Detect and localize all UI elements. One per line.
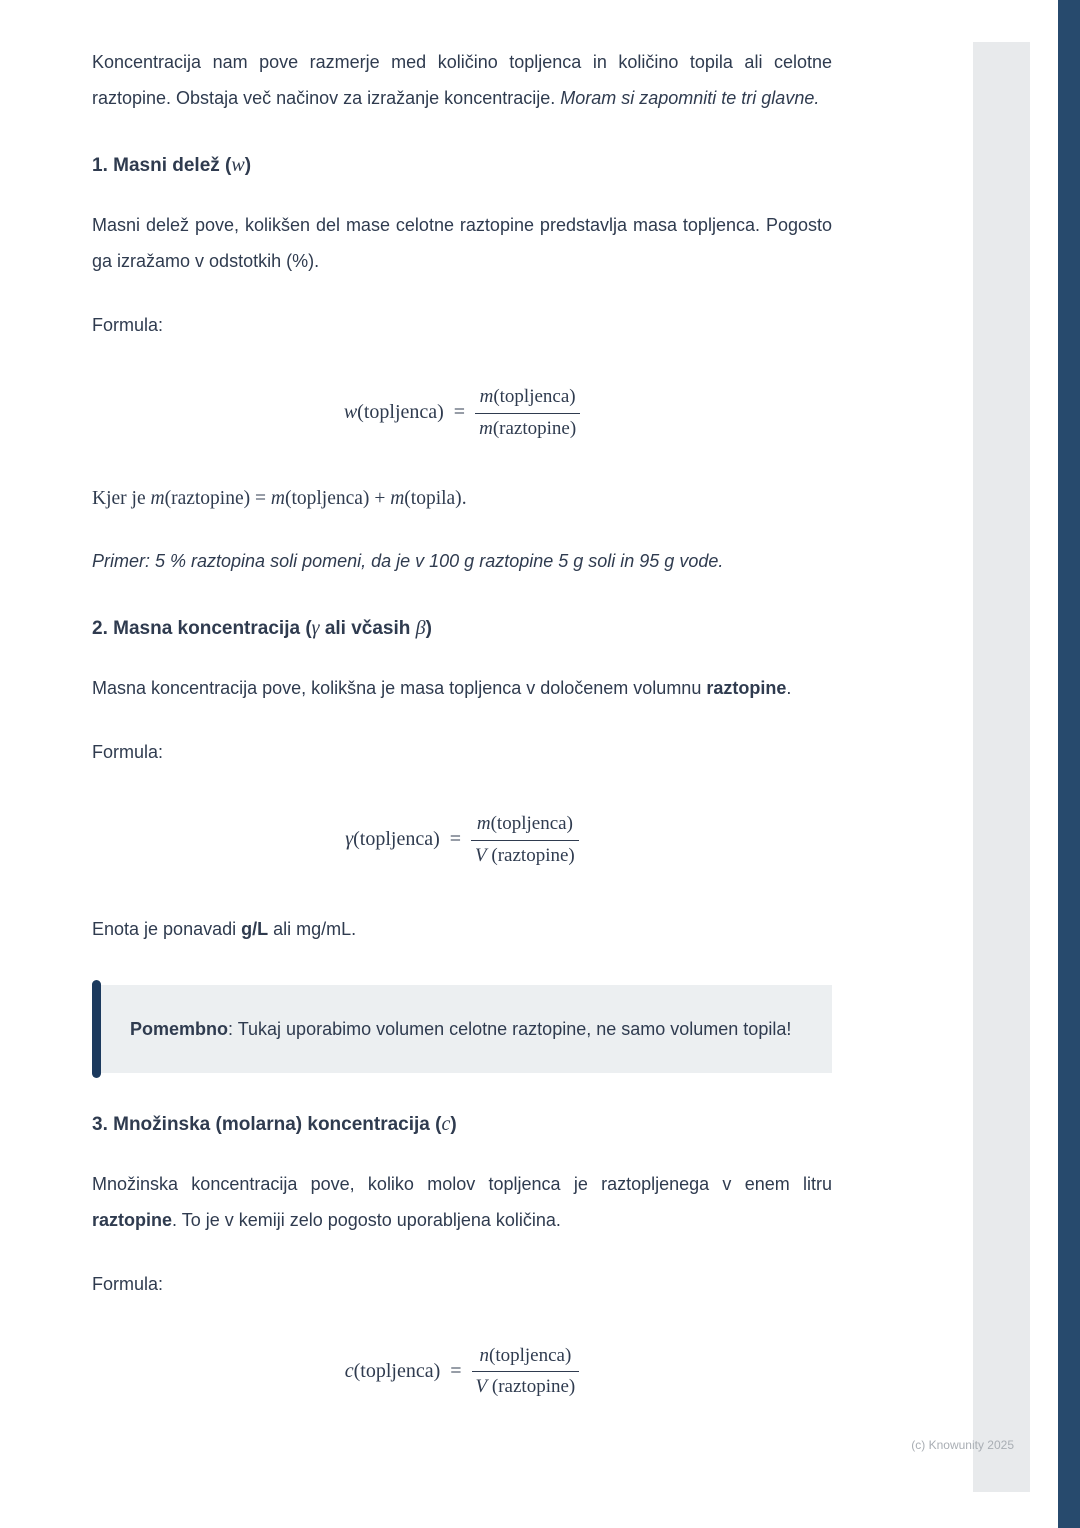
- formula-label-3: Formula:: [92, 1273, 164, 1294]
- formula-1-num-arg: (topljenca): [493, 386, 576, 407]
- section-2-text: Masna koncentracija pove, kolikšna je masa topljenca v določenem volumnu: [92, 678, 707, 699]
- section-1-heading-text: 1. Masni delež (: [92, 155, 232, 176]
- section-2-paragraph: [92, 670, 832, 706]
- section-2-heading-gamma: γ: [311, 617, 320, 640]
- formula-2-numerator: [471, 812, 579, 841]
- kjer-equals: =: [250, 488, 271, 510]
- important-callout: [92, 985, 832, 1073]
- kjer-var-3: m: [390, 488, 405, 510]
- formula-1-numerator: [475, 385, 580, 414]
- section-3-paragraph: [92, 1166, 832, 1238]
- section-3-heading-symbol: c: [441, 1112, 451, 1135]
- formula-molar-concentration: [92, 1344, 832, 1400]
- intro-italic-text: Moram si zapomniti te tri glavne.: [560, 88, 820, 108]
- section-2-heading-close: ): [425, 618, 432, 640]
- kjer-var-2: m: [270, 488, 285, 510]
- section-2-heading-text: 2. Masna koncentracija (: [92, 618, 312, 640]
- section-2-heading: [92, 615, 832, 642]
- section-1-heading: [92, 152, 832, 179]
- formula-1-denominator: [475, 414, 580, 442]
- formula-2-den-arg: (raztopine): [486, 845, 575, 867]
- document-content: [92, 44, 832, 1442]
- formula-1-equals: =: [453, 400, 466, 423]
- formula-mass-fraction: [92, 385, 832, 441]
- section-3-heading: [92, 1111, 832, 1138]
- section-1-heading-close: ): [244, 155, 252, 176]
- formula-2-fraction: [471, 812, 579, 868]
- kjer-arg-2: (topljenca): [284, 488, 370, 510]
- formula-1-fraction: [475, 385, 580, 441]
- kjer-var-1: m: [150, 488, 165, 510]
- section-3-text: Množinska koncentracija pove, koliko molov topljenca je raztopljenega v enem litru: [92, 1173, 832, 1194]
- kjer-arg-1: (raztopine): [164, 488, 251, 510]
- formula-2-num-symbol: m: [476, 813, 491, 835]
- formula-2-lhs-arg: (topljenca): [353, 828, 440, 851]
- right-edge-strip: [1058, 0, 1080, 1528]
- callout-bold: Pomembno: [130, 1018, 229, 1039]
- formula-1-den-symbol: m: [479, 417, 493, 439]
- formula-3-den-symbol: V: [475, 1376, 488, 1398]
- formula-2-denominator: [471, 841, 579, 869]
- watermark: (c) Knowunity 2025: [911, 1438, 1014, 1452]
- section-2-text-end: .: [786, 678, 792, 699]
- kjer-note: [92, 483, 832, 515]
- formula-3-num-arg: (topljenca): [489, 1344, 572, 1366]
- formula-3-num-symbol: n: [479, 1344, 489, 1366]
- formula-1-lhs-arg: (topljenca): [357, 400, 444, 423]
- formula-3-numerator: [472, 1344, 580, 1373]
- formula-1-num-symbol: m: [479, 386, 494, 407]
- intro-text: Koncentracija nam pove razmerje med količino topljenca in količino topila ali celotne raztopine. Obstaja več načinov za izražanje koncentracije.: [92, 52, 832, 108]
- section-2-heading-mid: ali včasih: [319, 618, 416, 640]
- formula-label-2: Formula:: [92, 742, 164, 763]
- kjer-arg-3: (topila): [404, 488, 462, 510]
- kjer-plus: +: [369, 488, 391, 510]
- formula-3-denominator: [472, 1372, 580, 1400]
- formula-2-equals: =: [449, 828, 462, 851]
- section-3-heading-text: 3. Množinska (molarna) koncentracija (: [92, 1113, 442, 1135]
- formula-3-fraction: [472, 1344, 580, 1400]
- section-1-heading-symbol: w: [231, 154, 245, 176]
- formula-2-num-arg: (topljenca): [490, 813, 573, 835]
- section-3-bold: raztopine: [92, 1209, 173, 1230]
- formula-mass-concentration: [92, 812, 832, 868]
- kjer-prefix: Kjer je: [92, 488, 151, 510]
- formula-2-lhs-symbol: γ: [345, 828, 354, 851]
- callout-text: : Tukaj uporabimo volumen celotne raztopine, ne samo volumen topila!: [228, 1018, 792, 1039]
- formula-label-1: Formula:: [92, 315, 164, 335]
- enota-text: Enota je ponavadi: [92, 918, 242, 939]
- formula-1-den-arg: (raztopine): [492, 417, 577, 439]
- intro-paragraph: [92, 44, 832, 116]
- scrollbar-track[interactable]: [973, 42, 1030, 1492]
- kjer-period: .: [461, 488, 467, 510]
- formula-3-lhs-arg: (topljenca): [353, 1359, 441, 1382]
- enota-text-end: ali mg/mL.: [268, 918, 357, 939]
- enota-note: [92, 911, 832, 947]
- callout-paragraph: [130, 1011, 794, 1047]
- primer-example: Primer: 5 % raztopina soli pomeni, da je v 100 g raztopine 5 g soli in 95 g vode.: [92, 551, 724, 572]
- enota-bold: g/L: [241, 918, 269, 939]
- formula-3-lhs-symbol: c: [344, 1359, 354, 1382]
- formula-3-equals: =: [450, 1359, 462, 1382]
- formula-1-lhs-symbol: w: [343, 400, 358, 423]
- formula-2-den-symbol: V: [475, 845, 487, 867]
- section-3-text-end: . To je v kemiji zelo pogosto uporabljena količina.: [172, 1209, 561, 1230]
- section-3-heading-close: ): [450, 1113, 457, 1135]
- formula-3-den-arg: (raztopine): [487, 1376, 576, 1398]
- section-2-heading-beta: β: [415, 617, 426, 640]
- section-2-bold: raztopine: [706, 678, 787, 699]
- section-1-paragraph: Masni delež pove, kolikšen del mase celotne raztopine predstavlja masa topljenca. Pogosto ga izražamo v odstotkih (%).: [92, 215, 832, 271]
